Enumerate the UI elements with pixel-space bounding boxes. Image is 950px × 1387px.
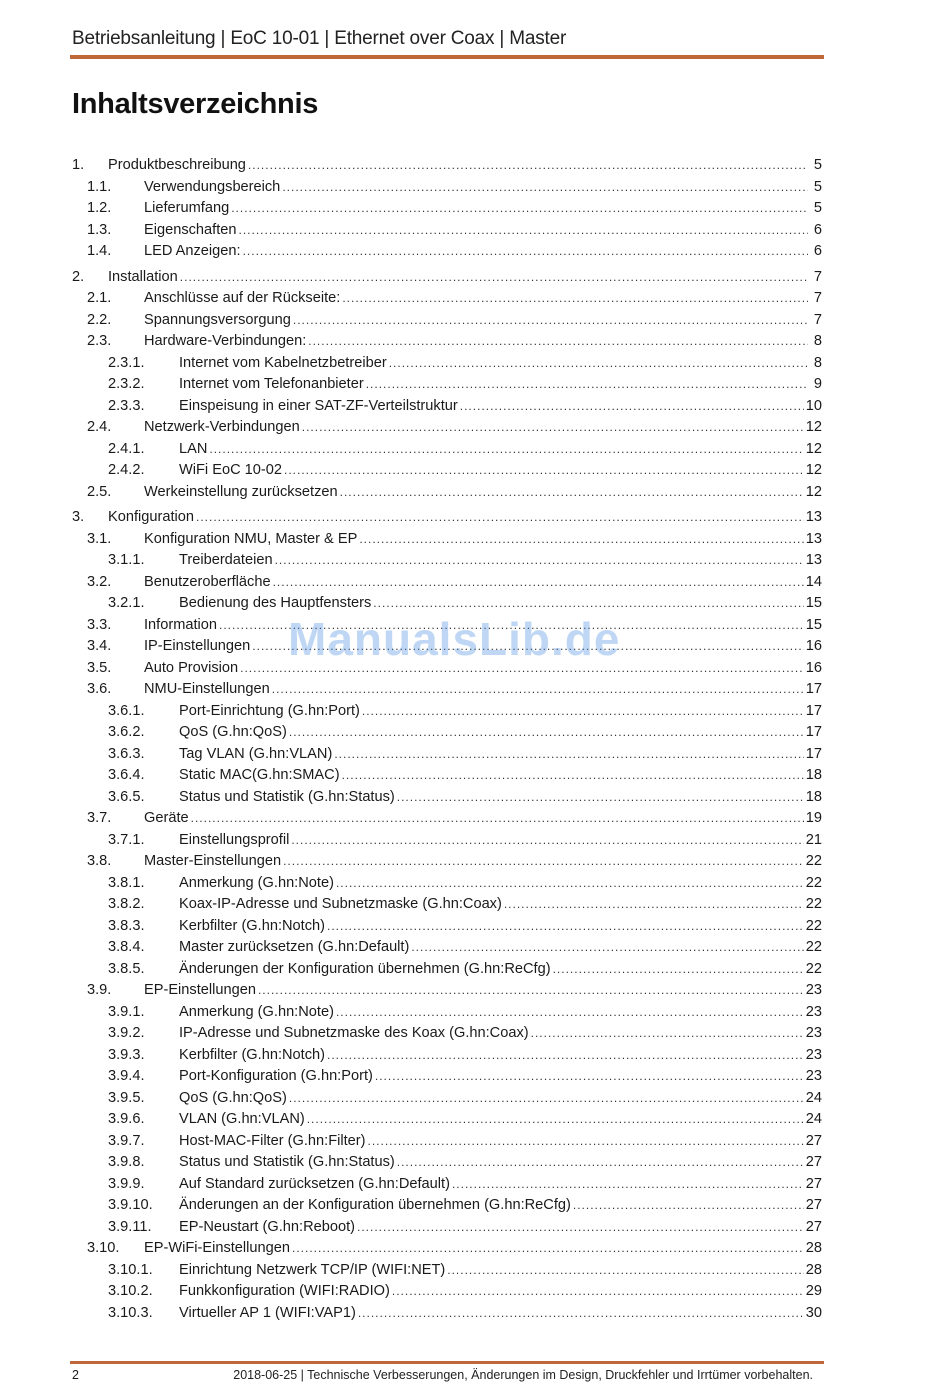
toc-entry-page: 22	[805, 917, 822, 934]
toc-entry-title: Treiberdateien	[179, 552, 273, 568]
toc-entry-number: 3.9.9.	[108, 1175, 145, 1192]
toc-entry-number: 3.6.	[87, 681, 112, 697]
toc-entry[interactable]	[72, 1303, 822, 1325]
toc-entry-page: 22	[805, 939, 822, 955]
toc-dot-leader	[362, 701, 804, 723]
toc-entry-page: 5	[813, 157, 822, 173]
toc-entry-title: Internet vom Telefonanbieter	[179, 376, 364, 392]
toc-entry[interactable]	[72, 1023, 822, 1045]
toc-dot-leader	[272, 679, 804, 701]
toc-entry-number: 2.3.2.	[108, 376, 145, 392]
toc-dot-leader	[342, 765, 804, 787]
toc-entry[interactable]	[72, 417, 822, 439]
toc-entry-title: Host-MAC-Filter (G.hn:Filter)	[179, 1132, 366, 1149]
toc-dot-leader	[342, 288, 808, 310]
toc-entry-number: 3.9.7.	[108, 1132, 145, 1149]
toc-entry[interactable]	[72, 374, 822, 396]
toc-entry[interactable]	[72, 241, 822, 263]
toc-entry-title: QoS (G.hn:QoS)	[179, 1089, 287, 1106]
toc-entry-page: 12	[805, 419, 822, 435]
toc-dot-leader	[180, 267, 808, 289]
toc-entry-page: 27	[805, 1132, 822, 1149]
toc-entry-title: Bedienung des Hauptfensters	[179, 595, 372, 611]
toc-entry-number: 3.1.	[87, 530, 112, 547]
toc-entry-page: 27	[805, 1154, 822, 1170]
toc-entry[interactable]	[72, 550, 822, 572]
toc-heading: Inhaltsverzeichnis	[72, 88, 319, 120]
toc-entry[interactable]	[72, 177, 822, 199]
toc-entry-number: 3.9.6.	[108, 1111, 145, 1127]
toc-entry[interactable]	[72, 701, 822, 723]
toc-entry-page: 17	[805, 681, 822, 697]
toc-dot-leader	[366, 374, 808, 396]
toc-entry-number: 3.9.11.	[108, 1218, 152, 1235]
toc-entry[interactable]	[72, 267, 822, 289]
toc-entry-number: 3.10.	[87, 1240, 120, 1256]
toc-entry[interactable]	[72, 808, 822, 830]
toc-entry-page: 28	[805, 1261, 822, 1278]
toc-entry-number: 2.1.	[87, 290, 112, 306]
toc-entry[interactable]	[72, 1281, 822, 1303]
toc-entry-title: Netzwerk-Verbindungen	[144, 419, 300, 435]
toc-entry-number: 3.6.2.	[108, 724, 145, 740]
toc-entry-page: 27	[805, 1218, 822, 1235]
toc-entry-number: 3.1.1.	[108, 552, 145, 568]
toc-entry-title: EP-Einstellungen	[144, 982, 256, 998]
toc-entry-number: 3.9.10.	[108, 1197, 153, 1213]
toc-dot-leader	[447, 1260, 804, 1282]
toc-entry-number: 3.8.2.	[108, 896, 145, 912]
toc-entry-page: 6	[813, 221, 822, 238]
toc-entry-number: 1.3.	[87, 221, 112, 238]
toc-entry-title: Auto Provision	[144, 659, 239, 676]
toc-dot-leader	[327, 1045, 804, 1067]
toc-entry-title: Static MAC(G.hn:SMAC)	[179, 767, 340, 783]
toc-entry-page: 22	[805, 853, 822, 869]
toc-entry-title: QoS (G.hn:QoS)	[179, 724, 287, 740]
toc-entry-page: 30	[805, 1304, 822, 1321]
toc-entry-number: 2.5.	[87, 483, 112, 500]
toc-dot-leader	[452, 1174, 804, 1196]
toc-entry-title: Kerbfilter (G.hn:Notch)	[179, 917, 325, 934]
toc-dot-leader	[196, 507, 804, 529]
toc-dot-leader	[284, 460, 804, 482]
toc-entry-page: 12	[805, 440, 822, 457]
toc-entry-page: 5	[813, 200, 822, 216]
toc-dot-leader	[573, 1195, 804, 1217]
toc-entry-number: 3.9.	[87, 982, 112, 998]
toc-entry-number: 3.2.1.	[108, 595, 145, 611]
toc-entry-page: 12	[805, 462, 822, 478]
toc-dot-leader	[336, 1002, 804, 1024]
toc-entry-title: Anmerkung (G.hn:Note)	[179, 1003, 334, 1020]
toc-entry-number: 2.3.1.	[108, 354, 145, 371]
toc-entry-title: EP-WiFi-Einstellungen	[144, 1240, 290, 1256]
toc-entry-title: IP-Adresse und Subnetzmaske des Koax (G.hn:Coax)	[179, 1025, 529, 1041]
toc-entry-number: 2.	[72, 268, 85, 285]
toc-entry[interactable]	[72, 1045, 822, 1067]
toc-entry-number: 3.	[72, 509, 85, 525]
toc-entry-title: Funkkonfiguration (WIFI:RADIO)	[179, 1283, 390, 1299]
toc-dot-leader	[289, 722, 804, 744]
toc-entry-number: 2.3.3.	[108, 397, 145, 414]
toc-entry-title: Tag VLAN (G.hn:VLAN)	[179, 745, 333, 762]
toc-entry-page: 13	[805, 509, 822, 525]
toc-entry-number: 3.4.	[87, 638, 112, 654]
toc-entry-number: 3.10.3.	[108, 1304, 153, 1321]
header-rule	[70, 55, 824, 59]
toc-entry[interactable]	[72, 1260, 822, 1282]
toc-entry-page: 7	[813, 290, 822, 306]
toc-dot-leader	[191, 808, 804, 830]
toc-entry[interactable]	[72, 1152, 822, 1174]
toc-entry-number: 3.9.4.	[108, 1068, 145, 1084]
toc-entry-page: 22	[805, 896, 822, 912]
toc-entry-title: Anmerkung (G.hn:Note)	[179, 874, 334, 891]
toc-entry-number: 3.7.	[87, 810, 112, 826]
toc-entry-number: 2.4.	[87, 419, 112, 435]
toc-entry[interactable]	[72, 507, 822, 529]
toc-entry-title: Einspeisung in einer SAT-ZF-Verteilstruktur	[179, 397, 458, 414]
toc-entry-title: Koax-IP-Adresse und Subnetzmaske (G.hn:Coax)	[179, 896, 502, 912]
toc-entry-title: Änderungen der Konfiguration übernehmen (G.hn:ReCfg)	[179, 960, 551, 977]
toc-entry[interactable]	[72, 529, 822, 551]
toc-entry-title: Konfiguration NMU, Master & EP	[144, 530, 358, 547]
toc-entry-number: 3.6.4.	[108, 767, 145, 783]
toc-entry[interactable]	[72, 765, 822, 787]
toc-entry-title: Konfiguration	[108, 509, 195, 525]
footer-disclaimer: 2018-06-25 | Technische Verbesserungen, Änderungen im Design, Druckfehler und Irrtümer vorbehalten.	[233, 1368, 813, 1382]
toc-entry-title: Hardware-Verbindungen:	[144, 333, 307, 349]
toc-entry-number: 1.	[72, 157, 85, 173]
toc-entry[interactable]	[72, 1002, 822, 1024]
toc-dot-leader	[289, 1088, 804, 1110]
toc-entry-page: 16	[805, 659, 822, 676]
toc-entry-page: 23	[805, 1068, 822, 1084]
toc-dot-leader	[292, 1238, 804, 1260]
toc-dot-leader	[239, 220, 809, 242]
toc-entry-title: NMU-Einstellungen	[144, 681, 270, 697]
toc-entry-page: 14	[805, 573, 822, 590]
toc-entry-page: 17	[805, 745, 822, 762]
toc-entry[interactable]	[72, 830, 822, 852]
toc-dot-leader	[334, 744, 803, 766]
toc-entry-number: 3.8.3.	[108, 917, 145, 934]
toc-entry-title: Master zurücksetzen (G.hn:Default)	[179, 939, 410, 955]
toc-entry-title: Port-Konfiguration (G.hn:Port)	[179, 1068, 373, 1084]
toc-entry[interactable]	[72, 331, 822, 353]
toc-entry-page: 13	[805, 552, 822, 568]
watermark: ManualsLib.de	[288, 613, 621, 665]
toc-entry-page: 28	[805, 1240, 822, 1256]
toc-entry[interactable]	[72, 1131, 822, 1153]
toc-entry-number: 2.3.	[87, 333, 112, 349]
toc-entry-title: Änderungen an der Konfiguration übernehmen (G.hn:ReCfg)	[179, 1197, 571, 1213]
toc-entry[interactable]	[72, 937, 822, 959]
toc-entry-title: Lieferumfang	[144, 200, 230, 216]
toc-entry-number: 3.9.1.	[108, 1003, 145, 1020]
toc-entry-title: WiFi EoC 10-02	[179, 462, 282, 478]
toc-entry-page: 23	[805, 982, 822, 998]
toc-entry-page: 27	[805, 1175, 822, 1192]
toc-entry-page: 23	[805, 1046, 822, 1063]
toc-dot-leader	[273, 572, 804, 594]
toc-entry-page: 8	[813, 333, 822, 349]
toc-entry-number: 3.6.3.	[108, 745, 145, 762]
toc-entry-number: 3.2.	[87, 573, 112, 590]
toc-entry[interactable]	[72, 439, 822, 461]
toc-entry-number: 3.10.2.	[108, 1283, 153, 1299]
toc-dot-leader	[275, 550, 804, 572]
toc-entry-page: 8	[813, 354, 822, 371]
toc-entry-number: 3.5.	[87, 659, 112, 676]
toc-dot-leader	[411, 937, 803, 959]
toc-entry-page: 21	[805, 831, 822, 848]
toc-entry-page: 16	[805, 638, 822, 654]
toc-entry-number: 3.8.	[87, 853, 112, 869]
toc-entry-page: 23	[805, 1025, 822, 1041]
toc-entry-title: Geräte	[144, 810, 189, 826]
table-of-contents	[72, 155, 822, 1324]
toc-dot-leader	[367, 1131, 803, 1153]
toc-entry-title: Status und Statistik (G.hn:Status)	[179, 788, 395, 805]
toc-entry-page: 29	[805, 1283, 822, 1299]
toc-dot-leader	[358, 1303, 804, 1325]
toc-entry[interactable]	[72, 679, 822, 701]
toc-entry-number: 3.6.1.	[108, 702, 145, 719]
toc-entry[interactable]	[72, 851, 822, 873]
toc-dot-leader	[327, 916, 804, 938]
toc-entry[interactable]	[72, 572, 822, 594]
toc-entry-title: Anschlüsse auf der Rückseite:	[144, 290, 341, 306]
toc-dot-leader	[359, 529, 803, 551]
toc-entry-number: 3.9.2.	[108, 1025, 145, 1041]
toc-entry-number: 3.9.8.	[108, 1154, 145, 1170]
toc-entry[interactable]	[72, 894, 822, 916]
toc-entry-page: 10	[805, 397, 822, 414]
toc-entry-title: Einrichtung Netzwerk TCP/IP (WIFI:NET)	[179, 1261, 446, 1278]
toc-entry-title: Spannungsversorgung	[144, 311, 291, 328]
toc-entry-number: 1.4.	[87, 243, 112, 259]
toc-dot-leader	[293, 310, 808, 332]
toc-entry-number: 3.3.	[87, 616, 112, 633]
toc-entry-page: 18	[805, 767, 822, 783]
toc-entry-title: Benutzeroberfläche	[144, 573, 271, 590]
toc-dot-leader	[209, 439, 803, 461]
toc-dot-leader	[231, 198, 808, 220]
toc-entry-page: 22	[805, 874, 822, 891]
toc-entry-number: 3.9.3.	[108, 1046, 145, 1063]
toc-entry-page: 24	[805, 1111, 822, 1127]
toc-entry-page: 24	[805, 1089, 822, 1106]
toc-entry-title: Eigenschaften	[144, 221, 237, 238]
toc-entry-title: Einstellungsprofil	[179, 831, 290, 848]
toc-entry-title: Virtueller AP 1 (WIFI:VAP1)	[179, 1304, 356, 1321]
toc-entry-page: 15	[805, 616, 822, 633]
toc-entry[interactable]	[72, 959, 822, 981]
toc-dot-leader	[291, 830, 803, 852]
toc-entry-number: 2.4.2.	[108, 462, 145, 478]
toc-dot-leader	[357, 1217, 804, 1239]
toc-entry[interactable]	[72, 1195, 822, 1217]
toc-entry[interactable]	[72, 396, 822, 418]
toc-dot-leader	[553, 959, 804, 981]
toc-entry-title: Verwendungsbereich	[144, 178, 281, 195]
toc-entry-page: 9	[813, 376, 822, 392]
toc-dot-leader	[504, 894, 804, 916]
toc-entry-page: 23	[805, 1003, 822, 1020]
toc-entry[interactable]	[72, 1109, 822, 1131]
toc-entry[interactable]	[72, 310, 822, 332]
toc-entry-page: 17	[805, 702, 822, 719]
toc-entry-number: 3.6.5.	[108, 788, 145, 805]
toc-entry-number: 1.2.	[87, 200, 112, 216]
toc-entry-number: 3.8.4.	[108, 939, 145, 955]
toc-entry-page: 7	[813, 268, 822, 285]
toc-entry-page: 13	[805, 530, 822, 547]
toc-dot-leader	[460, 396, 804, 418]
toc-entry-page: 17	[805, 724, 822, 740]
toc-entry[interactable]	[72, 198, 822, 220]
toc-dot-leader	[248, 155, 808, 177]
toc-dot-leader	[243, 241, 808, 263]
footer-rule	[70, 1361, 824, 1364]
toc-dot-leader	[392, 1281, 804, 1303]
toc-entry-page: 6	[813, 243, 822, 259]
toc-dot-leader	[531, 1023, 804, 1045]
toc-dot-leader	[336, 873, 804, 895]
toc-dot-leader	[340, 482, 804, 504]
toc-dot-leader	[308, 331, 808, 353]
toc-dot-leader	[389, 353, 808, 375]
toc-entry-number: 2.2.	[87, 311, 112, 328]
toc-entry[interactable]	[72, 1088, 822, 1110]
toc-entry-number: 3.8.1.	[108, 874, 145, 891]
toc-entry[interactable]	[72, 482, 822, 504]
toc-entry[interactable]	[72, 744, 822, 766]
toc-entry-title: Installation	[108, 268, 178, 285]
toc-entry[interactable]	[72, 916, 822, 938]
toc-entry-page: 12	[805, 483, 822, 500]
toc-entry-title: IP-Einstellungen	[144, 638, 251, 654]
toc-entry-page: 15	[805, 595, 822, 611]
toc-entry-number: 3.7.1.	[108, 831, 145, 848]
document-header: Betriebsanleitung | EoC 10-01 | Ethernet over Coax | Master	[72, 28, 567, 49]
toc-dot-leader	[397, 1152, 804, 1174]
toc-entry[interactable]	[72, 353, 822, 375]
toc-entry-title: Status und Statistik (G.hn:Status)	[179, 1154, 395, 1170]
toc-entry-title: VLAN (G.hn:VLAN)	[179, 1111, 305, 1127]
footer-page-number: 2	[72, 1368, 79, 1382]
toc-entry-title: LED Anzeigen:	[144, 243, 241, 259]
toc-entry-page: 19	[805, 810, 822, 826]
toc-entry-title: Produktbeschreibung	[108, 157, 246, 173]
toc-entry-title: Internet vom Kabelnetzbetreiber	[179, 354, 387, 371]
toc-dot-leader	[302, 417, 804, 439]
toc-entry[interactable]	[72, 1066, 822, 1088]
toc-entry-title: LAN	[179, 440, 208, 457]
toc-dot-leader	[258, 980, 804, 1002]
toc-entry-title: Kerbfilter (G.hn:Notch)	[179, 1046, 325, 1063]
toc-entry[interactable]	[72, 460, 822, 482]
toc-entry-title: Werkeinstellung zurücksetzen	[144, 483, 338, 500]
toc-entry-title: Information	[144, 616, 218, 633]
toc-entry-page: 22	[805, 960, 822, 977]
toc-entry-number: 3.8.5.	[108, 960, 145, 977]
toc-entry-number: 3.10.1.	[108, 1261, 153, 1278]
toc-entry-title: Port-Einrichtung (G.hn:Port)	[179, 702, 360, 719]
toc-dot-leader	[397, 787, 804, 809]
toc-entry[interactable]	[72, 155, 822, 177]
toc-entry[interactable]	[72, 980, 822, 1002]
toc-entry[interactable]	[72, 722, 822, 744]
toc-entry-title: EP-Neustart (G.hn:Reboot)	[179, 1218, 356, 1235]
toc-entry-page: 7	[813, 311, 822, 328]
toc-entry-title: Master-Einstellungen	[144, 853, 282, 869]
toc-entry[interactable]	[72, 1238, 822, 1260]
toc-entry[interactable]	[72, 288, 822, 310]
toc-entry-title: Auf Standard zurücksetzen (G.hn:Default)	[179, 1175, 450, 1192]
toc-entry-page: 18	[805, 788, 822, 805]
toc-entry-page: 5	[813, 178, 822, 195]
toc-dot-leader	[375, 1066, 804, 1088]
toc-entry-number: 1.1.	[87, 178, 112, 195]
toc-entry-number: 2.4.1.	[108, 440, 145, 457]
toc-entry[interactable]	[72, 1174, 822, 1196]
toc-dot-leader	[283, 851, 804, 873]
toc-entry[interactable]	[72, 220, 822, 242]
toc-dot-leader	[307, 1109, 804, 1131]
toc-entry[interactable]	[72, 873, 822, 895]
toc-entry-page: 27	[805, 1197, 822, 1213]
toc-entry[interactable]	[72, 1217, 822, 1239]
toc-entry-number: 3.9.5.	[108, 1089, 145, 1106]
toc-dot-leader	[282, 177, 808, 199]
toc-entry[interactable]	[72, 787, 822, 809]
